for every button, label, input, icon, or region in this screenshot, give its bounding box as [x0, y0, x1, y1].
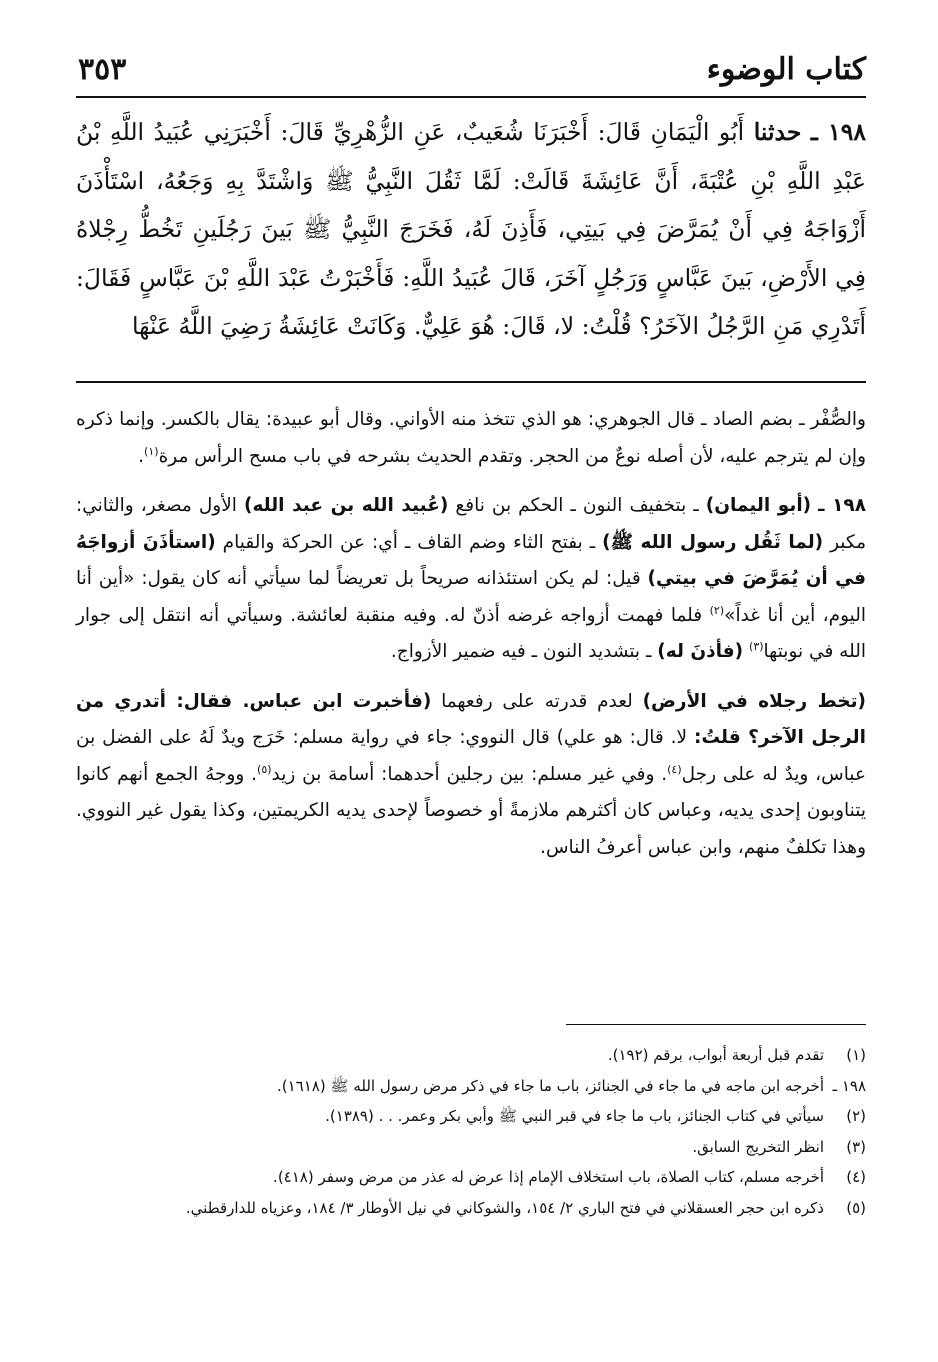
footnote-marker: (٥): [846, 1198, 866, 1217]
footnote-text: أخرجه ابن ماجه في ما جاء في الجنائز، باب ما جاء في ذكر مرض رسول الله ﷺ (١٦١٨).: [276, 1076, 824, 1095]
footnote-text: أخرجه مسلم، كتاب الصلاة، باب استخلاف الإمام إذا عرض له عذر من مرض وسفر (٤١٨).: [273, 1168, 824, 1186]
commentary-text: .: [138, 445, 145, 467]
footnote-marker: (٤): [846, 1168, 866, 1186]
footnote: [76, 1040, 866, 1071]
page-header: [78, 52, 866, 92]
footnote-ref: (٥): [257, 762, 272, 776]
lemma: (استأذَنَ أزواجَهُ في أن يُمَرَّضَ في بيتي): [76, 531, 866, 589]
footnote-ref: (٢): [709, 603, 725, 617]
commentary-paragraph: [76, 402, 866, 475]
footnote-marker: (٣): [846, 1137, 866, 1156]
footnote-ref: (٣): [749, 639, 764, 653]
hadith-lead-word: حدثنا: [753, 118, 802, 146]
commentary-text: والصُّفْر ـ بضم الصاد ـ قال الجوهري: هو الذي تتخذ منه الأواني. وقال أبو عبيدة: يقال بالكسر. وإنما ذكره وإن لم يترجم عليه، لأن أصله نوعٌ من الحجر. وتقدم الحديث بشرحه في باب مسح الرأس مرة: [76, 409, 866, 467]
footnote-marker: (٢): [846, 1107, 866, 1125]
text-divider: [76, 381, 866, 383]
commentary: [76, 402, 866, 879]
commentary-text: ـ بفتح الثاء وضم القاف ـ أي: عن الحركة والقيام: [222, 531, 596, 553]
footnote-divider: [566, 1024, 866, 1025]
commentary-text: قيل: لم يكن استئذانه صريحاً بل تعريضاً لما سيأتي أنه كان يقول: «أين أنا اليوم، أين أنا غداً»: [76, 568, 867, 626]
lemma: (فأذنَ له): [657, 641, 744, 662]
commentary-paragraph: [76, 488, 866, 671]
footnote: [76, 1193, 866, 1224]
commentary-text: . ووجهُ الجمع أنهم كانوا يتناوبون إحدى يديه، وعباس كان أكثرهم ملازمةً أو خصوصاً لإحدى يديه الكريمتين، وكذا يقول غير النووي. وهذا تكلفٌ منهم، وابن عباس أعرفُ الناس.: [76, 763, 866, 858]
commentary-text: ـ بتخفيف النون ـ الحكم بن نافع: [455, 495, 699, 516]
page-number: ٣٥٣: [78, 52, 127, 87]
header-divider: [76, 96, 866, 98]
lemma: (أبو اليمان): [705, 495, 812, 516]
commentary-text: لعدم قدرته على رفعهما: [441, 690, 633, 712]
footnote-ref: (١): [144, 444, 159, 458]
lemma: (لما ثَقُل رسول الله ﷺ): [602, 531, 824, 553]
footnote-text: تقدم قبل أربعة أبواب، برقم (١٩٢).: [607, 1046, 824, 1064]
commentary-paragraph: [76, 684, 866, 867]
entry-number: ١٩٨ ـ: [818, 495, 866, 516]
footnote-ref: (٤): [667, 762, 682, 776]
commentary-text: الأول مصغر، والثاني: مكبر: [76, 495, 866, 553]
hadith-number: ١٩٨ ـ: [810, 118, 866, 146]
commentary-text: فلما فهمت أزواجه غرضه أذنّ له. وفيه منقبة لعائشة. وسيأتي أنه انتقل إلى جوار الله في نوبتها: [76, 604, 866, 662]
footnote-text: سيأتي في كتاب الجنائز، باب ما جاء في قبر النبي ﷺ وأبي بكر وعمر. . . (١٣٨٩).: [325, 1107, 824, 1125]
commentary-text: لا. قال: هو علي) قال النووي: جاء في رواية مسلم: خَرَج ويدٌ لَهُ على الفضل بن عباس، ويدٌ له على رجل: [76, 727, 866, 785]
footnote: [76, 1162, 866, 1193]
footnote: [76, 1101, 866, 1132]
footnote-marker: ١٩٨ ـ: [832, 1076, 866, 1095]
lemma: (فأخبرت ابن عباس. فقال: أتدري من الرجل الآخر؟ قلتُ:: [76, 690, 866, 748]
commentary-text: ـ بتشديد النون ـ فيه ضمير الأزواج.: [390, 641, 652, 662]
hadith-body: أَبُو الْيَمَانِ قَالَ: أَخْبَرَنَا شُعَيبٌ، عَنِ الزُّهْرِيِّ قَالَ: أَخْبَرَنِي عُبَيدُ اللَّهِ بْنُ عَبْدِ اللَّهِ بْنِ عُتْبَةَ، أَنَّ عَائِشَةَ قَالَتْ: لَمَّا ثَقُلَ النَّبِيُّ ﷺ وَاشْتَدَّ بِهِ وَجَعُهُ، اسْتَأْذَنَ أَزْوَاجَهُ فِي أَنْ يُمَرَّضَ فِي بَيتِي، فَأَذِنَ لَهُ، فَخَرَجَ النَّبِيُّ ﷺ بَينَ رَجُلَينِ تَخُطُّ رِجْلاهُ فِي الأَرْضِ، بَينَ عَبَّاسٍ وَرَجُلٍ آخَرَ، قَالَ عُبَيدُ اللَّهِ: فَأَخْبَرْتُ عَبْدَ اللَّهِ بْنَ عَبَّاسٍ فَقَالَ: أَتَدْرِي مَنِ الرَّجُلُ الآخَرُ؟ قُلْتُ: لا، قَالَ: هُوَ عَلِيٌّ. وَكَانَتْ عَائِشَةُ رَضِيَ اللَّهُ عَنْهَا: [76, 118, 866, 340]
lemma: (عُبيد الله بن عبد الله): [243, 495, 449, 516]
lemma: (تخط رجلاه في الأرض): [642, 690, 866, 712]
footnote-text: انظر التخريج السابق.: [692, 1137, 824, 1156]
footnotes: [76, 1040, 866, 1223]
footnote-text: ذكره ابن حجر العسقلاني في فتح الباري ٢/ ١٥٤، والشوكاني في نيل الأوطار ٣/ ١٨٤، وعزياه للدارقطني.: [185, 1198, 824, 1217]
footnote: [76, 1132, 866, 1163]
footnote: [76, 1071, 866, 1102]
footnote-marker: (١): [846, 1046, 866, 1064]
chapter-title: كتاب الوضوء: [706, 52, 866, 87]
commentary-text: . وفي غير مسلم: بين رجلين أحدهما: أسامة بن زيد: [271, 763, 668, 785]
hadith-text: [76, 108, 866, 351]
